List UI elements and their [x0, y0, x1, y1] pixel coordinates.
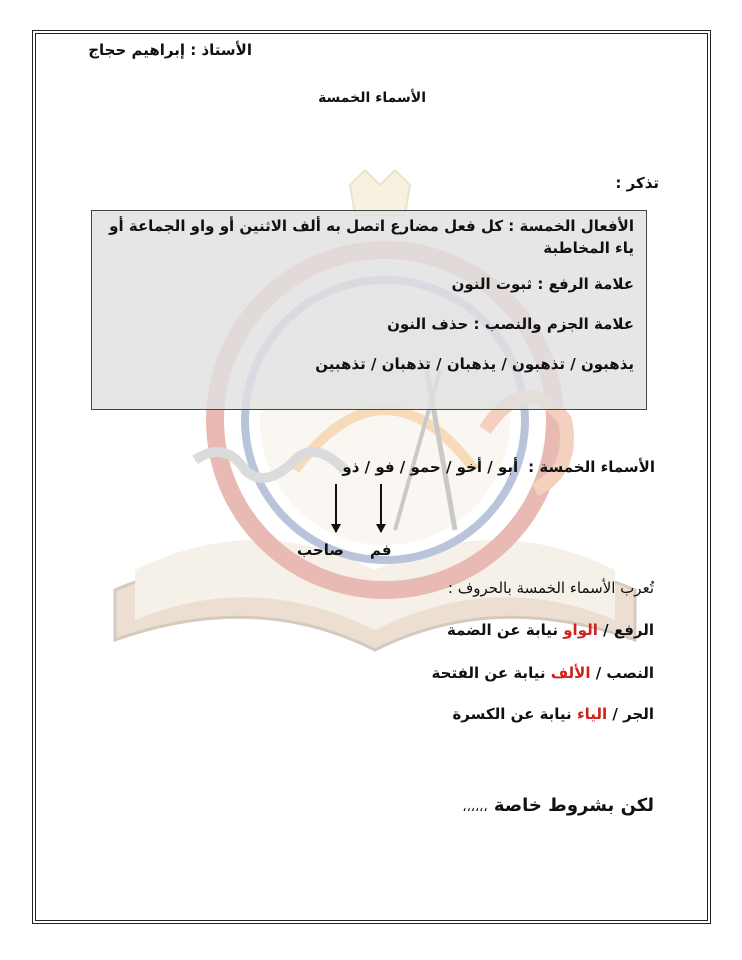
rule-case: الجر / — [612, 705, 654, 723]
five-names-list: أبو / أخو / حمو / فو / ذو — [342, 458, 519, 476]
parsing-rule — [432, 664, 654, 682]
conclusion-dots: ،،،،،، — [462, 800, 488, 815]
rule-letter: الألف — [550, 664, 591, 682]
parsing-rule — [447, 621, 654, 639]
fu-meaning: فم — [370, 541, 392, 559]
arrow-down-icon — [380, 484, 382, 532]
rule-rest: نيابة عن الفتحة — [431, 664, 546, 682]
teacher-name: الأستاذ : إبراهيم حجاج — [88, 41, 252, 59]
five-names-line — [342, 458, 655, 476]
raf-sign: علامة الرفع : ثبوت النون — [451, 275, 634, 293]
rule-case: الرفع / — [603, 621, 654, 639]
rule-letter: الياء — [576, 705, 608, 723]
parsing-rule — [452, 705, 654, 723]
rule-letter: الواو — [563, 621, 598, 639]
five-verbs-definition: الأفعال الخمسة : كل فعل مضارع اتصل به ألف الاثنين أو واو الجماعة أو ياء المخاطبة — [109, 217, 634, 257]
rule-rest: نيابة عن الكسرة — [452, 705, 572, 723]
rule-rest: نيابة عن الضمة — [446, 621, 558, 639]
conclusion-text: لكن بشروط خاصة — [493, 795, 654, 816]
conclusion — [462, 795, 654, 816]
verb-examples: يذهبون / تذهبون / يذهبان / تذهبان / تذهبين — [315, 355, 634, 373]
arrow-down-icon — [335, 484, 337, 532]
reminder-box — [91, 210, 647, 410]
dhu-meaning: صاحب — [297, 541, 344, 559]
page-frame — [32, 30, 711, 924]
page-title: الأسماء الخمسة — [318, 90, 426, 106]
parsing-intro: تُعرب الأسماء الخمسة بالحروف : — [447, 579, 654, 597]
jazm-nasb-sign: علامة الجزم والنصب : حذف النون — [387, 315, 634, 333]
rule-case: النصب / — [595, 664, 654, 682]
remember-label: تذكر : — [615, 174, 659, 192]
five-names-label: الأسماء الخمسة : — [528, 458, 655, 476]
